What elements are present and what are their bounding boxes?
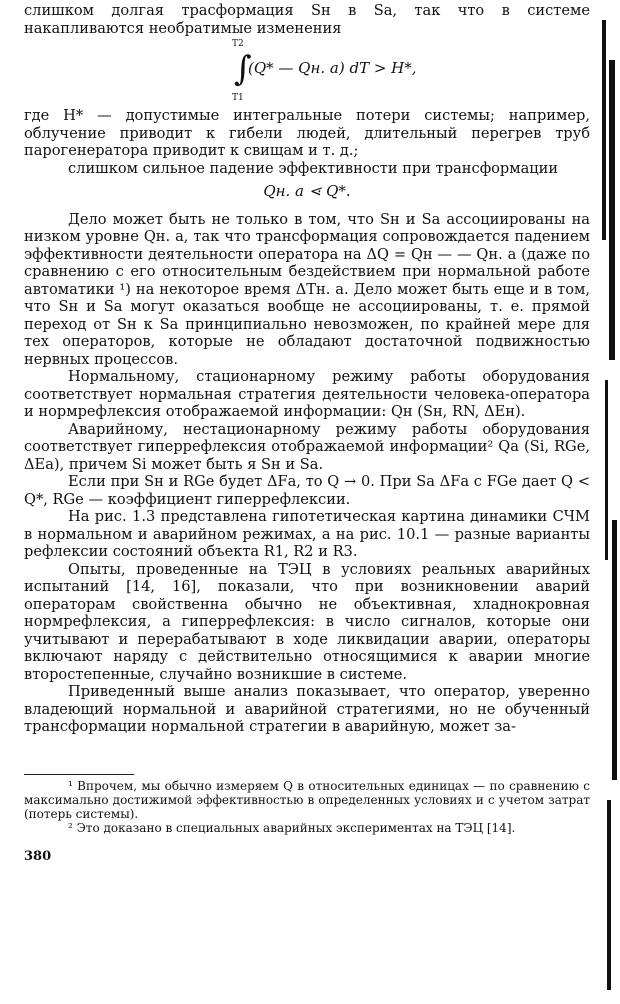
text-paragraph: Опыты, проведенные на ТЭЦ в условиях реальных аварийных испытаний [14, 16], показали, что при возникновении аварий операторам свойственна обычно не объективная, хладнокровная нормрефлексия, а гиперрефлексия: в число сигналов, которые они учитывают и перерабатывают в ходе ликвидации аварии, операторы включают наряду с действительно относящимися к аварии многие второстепенные, случайно возникшие в системе. [24, 560, 590, 683]
scan-edge-shadow [598, 0, 620, 1004]
integral-body: (Q* — Qн. а) dT > H*, [248, 59, 417, 77]
text-paragraph: Приведенный выше анализ показывает, что оператор, уверенно владеющий нормальной и аварийной стратегиями, но не обученный трансформации нормальной стратегии в аварийную, может за- [24, 683, 590, 735]
integral-lower-limit: T1 [232, 93, 244, 103]
text-paragraph: где H* — допустимые интегральные потери системы; например, облучение приводит к гибели людей, длительный перегрев труб парогенератора приводит к свищам и т. д.; [24, 107, 590, 159]
integral-sign: ∫ [234, 49, 252, 89]
text-paragraph: Дело может быть не только в том, что Sн и Sа ассоциированы на низком уровне Qн. а, так что трансформация сопровождается падением эффективности деятельности оператора на ΔQ = Qн — — Qн. а (даже по сравнению с его относительным бездействием при нормальной работе автоматики ¹) на некоторое время ΔTн. а. Дело может быть еще и в том, что Sн и Sа могут оказаться вообще не ассоциированы, т. е. прямой переход от Sн к Sа принципиально невозможен, по крайней мере для тех операторов, которые не обладают достаточной подвижностью нервных процессов. [24, 210, 590, 368]
book-page [24, 0, 590, 864]
integral-formula [24, 41, 590, 103]
footnote: ² Это доказано в специальных аварийных экспериментах на ТЭЦ [14]. [68, 820, 516, 835]
inequality-formula: Qн. а ⋖ Q*. [263, 182, 351, 200]
text-paragraph: Нормальному, стационарному режиму работы оборудования соответствует нормальная стратегия деятельности человека-оператора и нормрефлексия отображаемой информации: Qн (Sн, RN, ΔEн). [24, 368, 590, 420]
footnote-rule [24, 774, 134, 775]
text-paragraph: На рис. 1.3 представлена гипотетическая картина динамики СЧМ в нормальном и аварийном режимах, а на рис. 10.1 — разные варианты рефлексии состояний объекта R1, R2 и R3. [24, 508, 590, 560]
integral-upper-limit: T2 [232, 39, 244, 49]
text-line: слишком долгая трасформация Sн в Sа, так что в системе накапливаются необратимые изменения [24, 2, 590, 37]
text-paragraph: Аварийному, нестационарному режиму работы оборудования соответствует гиперрефлексия отображаемой информации² Qа (Si, RGe, ΔEа), причем Si может быть я Sн и Sа. [24, 420, 590, 473]
footnote: ¹ Впрочем, мы обычно измеряем Q в относительных единицах — по сравнению с максимально достижимой эффективностью в определенных условиях и с учетом затрат (потерь системы). [24, 778, 590, 821]
text-paragraph: слишком сильное падение эффективности при трансформации [68, 159, 559, 177]
page-number: 380 [24, 848, 52, 864]
text-paragraph: Если при Sн и RGe будет ΔFа, то Q → 0. При Sа ΔFа с FGe дает Q < Q*, RGe — коэффициент гиперрефлексии. [24, 473, 590, 508]
